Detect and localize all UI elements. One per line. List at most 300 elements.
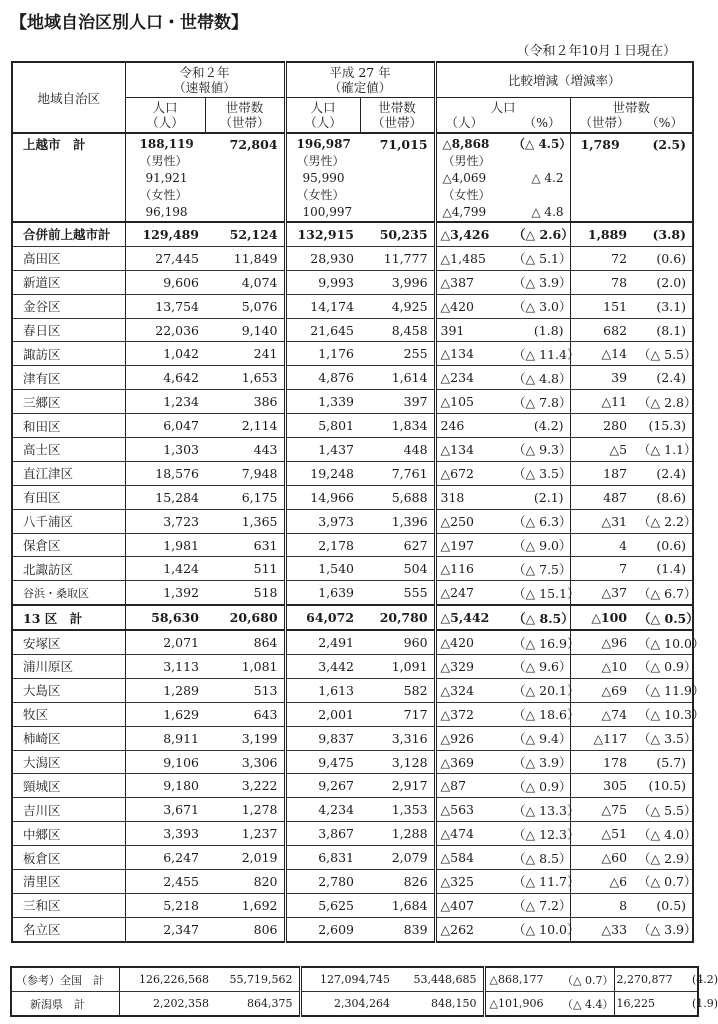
r2-households: 7,948 [205, 461, 285, 485]
diff-population: △329 [435, 655, 510, 679]
h27-population: 2,178 [285, 533, 360, 557]
h27-households: 839 [360, 917, 435, 941]
diff-households: △100 [570, 605, 635, 630]
header-cmp-pop: 人口 （人） （%） [435, 98, 570, 134]
ref-diff-households-pct: (4.2) [689, 967, 698, 992]
header-region: 地域自治区 [12, 62, 125, 133]
region-name: 大島区 [12, 678, 125, 702]
diff-population: △563 [435, 798, 510, 822]
diff-households: 178 [570, 750, 635, 774]
diff-households: △5 [570, 438, 635, 462]
h27-households: 1,353 [360, 798, 435, 822]
header-r2: 令和２年 （速報値） [125, 62, 285, 98]
diff-households-pct: （△ 2.2） [635, 509, 693, 533]
h27-households: 255 [360, 342, 435, 366]
ref-h27-households: 53,448,685 [396, 967, 484, 992]
region-name: 三郷区 [12, 390, 125, 414]
header-row-1 [12, 62, 693, 98]
diff-households: 78 [570, 270, 635, 294]
r2-population: 3,393 [125, 822, 205, 846]
region-name: 清里区 [12, 870, 125, 894]
table-row [12, 509, 693, 533]
region-name: 安塚区 [12, 630, 125, 654]
joetsu-h27-pop: 196,987 （男性） 95,990 （女性） 100,997 [285, 133, 360, 222]
region-name: 和田区 [12, 414, 125, 438]
h27-households: 3,996 [360, 270, 435, 294]
region-name: 吉川区 [12, 798, 125, 822]
r2-population: 2,455 [125, 870, 205, 894]
diff-households: 72 [570, 246, 635, 270]
h27-population: 2,001 [285, 702, 360, 726]
r2-households: 52,124 [205, 222, 285, 246]
diff-population: △407 [435, 893, 510, 917]
r2-population: 18,576 [125, 461, 205, 485]
r2-population: 1,289 [125, 678, 205, 702]
diff-households-pct: （△ 2.9） [635, 846, 693, 870]
ref-diff-households: 2,270,877 [614, 967, 689, 992]
r2-population: 129,489 [125, 222, 205, 246]
diff-households: △74 [570, 702, 635, 726]
diff-population-pct: （△ 8.5） [510, 605, 570, 630]
joetsu-name: 上越市 計 [12, 133, 125, 222]
ref-r2-population: 126,226,568 [119, 967, 215, 992]
r2-households: 1,653 [205, 366, 285, 390]
diff-households-pct: （△ 10.3） [635, 702, 693, 726]
diff-population-pct: （△ 15.1） [510, 581, 570, 605]
diff-population-pct: （△ 18.6） [510, 702, 570, 726]
ref-diff-population-pct: （△ 4.4） [559, 992, 614, 1017]
h27-households: 1,396 [360, 509, 435, 533]
diff-households-pct: （△ 5.5） [635, 798, 693, 822]
h27-population: 1,339 [285, 390, 360, 414]
h27-households: 448 [360, 438, 435, 462]
h27-households: 7,761 [360, 461, 435, 485]
diff-population: △134 [435, 438, 510, 462]
diff-population-pct: （△ 3.9） [510, 270, 570, 294]
r2-households: 631 [205, 533, 285, 557]
table-row [12, 893, 693, 917]
diff-population-pct: （△ 16.9） [510, 630, 570, 654]
region-name: 北諏訪区 [12, 557, 125, 581]
h27-households: 2,079 [360, 846, 435, 870]
region-name: 板倉区 [12, 846, 125, 870]
population-table [11, 61, 705, 943]
diff-households-pct: (0.5) [635, 893, 693, 917]
h27-households: 504 [360, 557, 435, 581]
h27-population: 14,174 [285, 294, 360, 318]
r2-households: 806 [205, 917, 285, 941]
h27-population: 3,867 [285, 822, 360, 846]
r2-households: 864 [205, 630, 285, 654]
diff-population-pct: （△ 5.1） [510, 246, 570, 270]
table-row [12, 318, 693, 342]
reference-row [11, 967, 698, 992]
h27-households: 1,834 [360, 414, 435, 438]
h27-households: 1,091 [360, 655, 435, 679]
diff-households: △60 [570, 846, 635, 870]
diff-households-pct: （△ 3.5） [635, 726, 693, 750]
h27-population: 9,993 [285, 270, 360, 294]
diff-population: △262 [435, 917, 510, 941]
r2-households: 820 [205, 870, 285, 894]
region-name: 高士区 [12, 438, 125, 462]
table-row [12, 222, 693, 246]
diff-population-pct: （△ 4.8） [510, 366, 570, 390]
ref-diff-households-pct: (1.9) [692, 997, 718, 1010]
r2-population: 1,981 [125, 533, 205, 557]
r2-households: 241 [205, 342, 285, 366]
h27-population: 9,267 [285, 774, 360, 798]
diff-population-pct: （△ 3.0） [510, 294, 570, 318]
diff-households: 280 [570, 414, 635, 438]
diff-population: △372 [435, 702, 510, 726]
r2-households: 4,074 [205, 270, 285, 294]
h27-households: 1,684 [360, 893, 435, 917]
diff-households: 151 [570, 294, 635, 318]
diff-population-pct: （△ 7.5） [510, 557, 570, 581]
diff-households: △11 [570, 390, 635, 414]
diff-population-pct: （△ 9.4） [510, 726, 570, 750]
h27-households: 627 [360, 533, 435, 557]
joetsu-h27-hh: 71,015 [360, 133, 435, 222]
diff-population: △926 [435, 726, 510, 750]
h27-population: 3,973 [285, 509, 360, 533]
diff-households-pct: （△ 5.5） [635, 342, 693, 366]
diff-households-pct: (0.6) [635, 533, 693, 557]
ref-r2-households: 864,375 [215, 992, 300, 1017]
region-name: 名立区 [12, 917, 125, 941]
region-name: 浦川原区 [12, 655, 125, 679]
r2-households: 1,692 [205, 893, 285, 917]
r2-population: 4,642 [125, 366, 205, 390]
ref-h27-population: 127,094,745 [300, 967, 396, 992]
diff-population: △250 [435, 509, 510, 533]
r2-households: 3,306 [205, 750, 285, 774]
r2-households: 5,076 [205, 294, 285, 318]
h27-households: 8,458 [360, 318, 435, 342]
r2-households: 1,365 [205, 509, 285, 533]
diff-population-pct: （△ 3.5） [510, 461, 570, 485]
region-name: 直江津区 [12, 461, 125, 485]
table-row [12, 605, 693, 630]
table-row [12, 630, 693, 654]
diff-households-pct: (3.1) [635, 294, 693, 318]
h27-households: 397 [360, 390, 435, 414]
diff-households: △75 [570, 798, 635, 822]
region-name: 八千浦区 [12, 509, 125, 533]
r2-population: 22,036 [125, 318, 205, 342]
region-name: 保倉区 [12, 533, 125, 557]
header-r2-hh: 世帯数 （世帯） [205, 98, 285, 134]
h27-population: 9,475 [285, 750, 360, 774]
table-row [12, 270, 693, 294]
diff-population: △87 [435, 774, 510, 798]
diff-population: △234 [435, 366, 510, 390]
diff-households-pct: (8.6) [635, 485, 693, 509]
h27-households: 20,780 [360, 605, 435, 630]
table-row [12, 917, 693, 941]
diff-households-pct: （△ 11.9） [635, 678, 693, 702]
r2-population: 3,113 [125, 655, 205, 679]
diff-population: △5,442 [435, 605, 510, 630]
diff-population-pct: （△ 3.9） [510, 750, 570, 774]
diff-households: 7 [570, 557, 635, 581]
table-row [12, 390, 693, 414]
h27-population: 19,248 [285, 461, 360, 485]
table-row [12, 366, 693, 390]
r2-population: 6,047 [125, 414, 205, 438]
diff-households-pct: (2.0) [635, 270, 693, 294]
diff-population-pct: (1.8) [510, 318, 570, 342]
h27-population: 2,780 [285, 870, 360, 894]
h27-population: 4,876 [285, 366, 360, 390]
region-name: 頸城区 [12, 774, 125, 798]
r2-population: 13,754 [125, 294, 205, 318]
r2-population: 9,180 [125, 774, 205, 798]
diff-households-pct: (5.7) [635, 750, 693, 774]
diff-population-pct: （△ 20.1） [510, 678, 570, 702]
table-row [12, 750, 693, 774]
h27-households: 3,316 [360, 726, 435, 750]
r2-population: 3,723 [125, 509, 205, 533]
diff-households: △117 [570, 726, 635, 750]
h27-households: 717 [360, 702, 435, 726]
h27-households: 5,688 [360, 485, 435, 509]
diff-households-pct: (10.5) [635, 774, 693, 798]
h27-households: 1,614 [360, 366, 435, 390]
region-name: 牧区 [12, 702, 125, 726]
diff-households: 682 [570, 318, 635, 342]
diff-population: △105 [435, 390, 510, 414]
diff-population-pct: （△ 13.3） [510, 798, 570, 822]
table-row [12, 655, 693, 679]
diff-households-pct: (2.4) [635, 366, 693, 390]
r2-population: 1,303 [125, 438, 205, 462]
diff-population-pct: （△ 0.9） [510, 774, 570, 798]
diff-population-pct: （△ 9.3） [510, 438, 570, 462]
r2-population: 1,392 [125, 581, 205, 605]
diff-population: △134 [435, 342, 510, 366]
diff-population: △584 [435, 846, 510, 870]
diff-population-pct: (4.2) [510, 414, 570, 438]
diff-households: △14 [570, 342, 635, 366]
ref-diff-population: △868,177 [484, 967, 559, 992]
diff-population: 391 [435, 318, 510, 342]
r2-households: 386 [205, 390, 285, 414]
table-row [12, 461, 693, 485]
r2-households: 518 [205, 581, 285, 605]
diff-households: △51 [570, 822, 635, 846]
r2-population: 1,042 [125, 342, 205, 366]
diff-households-pct: (8.1) [635, 318, 693, 342]
table-row [12, 414, 693, 438]
table-row [12, 294, 693, 318]
h27-households: 960 [360, 630, 435, 654]
diff-population-pct: （△ 9.0） [510, 533, 570, 557]
r2-households: 3,222 [205, 774, 285, 798]
diff-population-pct: （△ 6.3） [510, 509, 570, 533]
region-name: 春日区 [12, 318, 125, 342]
diff-population: △672 [435, 461, 510, 485]
region-name: 金谷区 [12, 294, 125, 318]
diff-households: △6 [570, 870, 635, 894]
h27-population: 1,613 [285, 678, 360, 702]
h27-population: 5,801 [285, 414, 360, 438]
h27-population: 2,491 [285, 630, 360, 654]
diff-households: △37 [570, 581, 635, 605]
region-name: 有田区 [12, 485, 125, 509]
table-row [12, 702, 693, 726]
region-name: 諏訪区 [12, 342, 125, 366]
region-name: 津有区 [12, 366, 125, 390]
diff-population: △247 [435, 581, 510, 605]
r2-households: 6,175 [205, 485, 285, 509]
table-row [12, 485, 693, 509]
r2-population: 3,671 [125, 798, 205, 822]
joetsu-d-pop: △8,868 （男性） △4,069 （女性） △4,799 [435, 133, 510, 222]
table-row [12, 581, 693, 605]
r2-households: 2,114 [205, 414, 285, 438]
ref-diff-population: △101,906 [484, 992, 559, 1017]
table-row [12, 726, 693, 750]
h27-population: 1,639 [285, 581, 360, 605]
r2-population: 8,911 [125, 726, 205, 750]
h27-population: 14,966 [285, 485, 360, 509]
diff-population: △197 [435, 533, 510, 557]
diff-households-pct: (3.8) [635, 222, 693, 246]
table-row [12, 342, 693, 366]
diff-population-pct: （△ 11.7） [510, 870, 570, 894]
h27-households: 3,128 [360, 750, 435, 774]
diff-households: 487 [570, 485, 635, 509]
diff-population: △420 [435, 630, 510, 654]
joetsu-total-row [12, 133, 693, 222]
h27-population: 1,437 [285, 438, 360, 462]
ref-diff-households: 16,225 [616, 997, 655, 1010]
diff-population-pct: （△ 8.5） [510, 846, 570, 870]
h27-population: 1,540 [285, 557, 360, 581]
region-name: 高田区 [12, 246, 125, 270]
r2-households: 443 [205, 438, 285, 462]
diff-households: △33 [570, 917, 635, 941]
diff-households: 39 [570, 366, 635, 390]
r2-population: 1,629 [125, 702, 205, 726]
diff-households-pct: （△ 6.7） [635, 581, 693, 605]
h27-population: 4,234 [285, 798, 360, 822]
header-h27-pop: 人口 （人） [285, 98, 360, 134]
h27-population: 21,645 [285, 318, 360, 342]
r2-households: 511 [205, 557, 285, 581]
diff-households: △69 [570, 678, 635, 702]
r2-population: 5,218 [125, 893, 205, 917]
r2-population: 27,445 [125, 246, 205, 270]
h27-households: 50,235 [360, 222, 435, 246]
r2-population: 1,234 [125, 390, 205, 414]
header-r2-pop: 人口 （人） [125, 98, 205, 134]
h27-population: 3,442 [285, 655, 360, 679]
r2-households: 11,849 [205, 246, 285, 270]
diff-households-pct: (2.4) [635, 461, 693, 485]
diff-population: △324 [435, 678, 510, 702]
as-of-date: （令和２年10月１日現在） [516, 44, 676, 59]
h27-households: 582 [360, 678, 435, 702]
diff-population-pct: （△ 7.8） [510, 390, 570, 414]
reference-name: （参考）全国 計 [11, 967, 119, 992]
diff-population: △387 [435, 270, 510, 294]
diff-households: 4 [570, 533, 635, 557]
h27-population: 1,176 [285, 342, 360, 366]
diff-population: △369 [435, 750, 510, 774]
table-row [12, 846, 693, 870]
diff-population-pct: （△ 12.3） [510, 822, 570, 846]
diff-households-pct: （△ 0.9） [635, 655, 693, 679]
table-row [12, 557, 693, 581]
table-row [12, 678, 693, 702]
ref-h27-population: 2,304,264 [300, 992, 396, 1017]
diff-households: 187 [570, 461, 635, 485]
diff-households-pct: （△ 0.7） [635, 870, 693, 894]
diff-population: △116 [435, 557, 510, 581]
header-h27-hh: 世帯数 （世帯） [360, 98, 435, 134]
diff-population-pct: （△ 11.4） [510, 342, 570, 366]
diff-population: △325 [435, 870, 510, 894]
table-row [12, 870, 693, 894]
r2-households: 3,199 [205, 726, 285, 750]
region-name: 中郷区 [12, 822, 125, 846]
diff-households: 305 [570, 774, 635, 798]
r2-population: 58,630 [125, 605, 205, 630]
diff-population-pct: （△ 9.6） [510, 655, 570, 679]
page-title: 【地域自治区別人口・世帯数】 [10, 13, 248, 33]
ref-h27-households: 848,150 [396, 992, 484, 1017]
r2-households: 513 [205, 678, 285, 702]
r2-population: 1,424 [125, 557, 205, 581]
diff-households-pct: (15.3) [635, 414, 693, 438]
joetsu-d-hh: 1,789 [570, 133, 635, 222]
diff-households-pct: （△ 10.0） [635, 630, 693, 654]
region-name: 谷浜・桑取区 [12, 581, 125, 605]
table-row [12, 798, 693, 822]
diff-population: 246 [435, 414, 510, 438]
h27-population: 28,930 [285, 246, 360, 270]
r2-households: 1,278 [205, 798, 285, 822]
h27-households: 2,917 [360, 774, 435, 798]
region-name: 新道区 [12, 270, 125, 294]
joetsu-d-pop-pct: （△ 4.5） △ 4.2 △ 4.8 [510, 133, 570, 222]
diff-households-pct: (0.6) [635, 246, 693, 270]
diff-households-pct: （△ 0.5） [635, 605, 693, 630]
h27-population: 132,915 [285, 222, 360, 246]
diff-population-pct: （△ 7.2） [510, 893, 570, 917]
table-row [12, 533, 693, 557]
h27-households: 1,288 [360, 822, 435, 846]
r2-households: 9,140 [205, 318, 285, 342]
h27-households: 11,777 [360, 246, 435, 270]
h27-households: 826 [360, 870, 435, 894]
r2-population: 2,347 [125, 917, 205, 941]
h27-population: 2,609 [285, 917, 360, 941]
diff-households-pct: （△ 3.9） [635, 917, 693, 941]
diff-households-pct: （△ 2.8） [635, 390, 693, 414]
reference-name: 新潟県 計 [11, 992, 119, 1017]
ref-r2-households: 55,719,562 [215, 967, 300, 992]
r2-population: 9,106 [125, 750, 205, 774]
diff-population: △3,426 [435, 222, 510, 246]
joetsu-r2-pop: 188,119 （男性） 91,921 （女性） 96,198 [125, 133, 205, 222]
r2-households: 2,019 [205, 846, 285, 870]
joetsu-r2-hh: 72,804 [205, 133, 285, 222]
diff-population-pct: （△ 2.6） [510, 222, 570, 246]
